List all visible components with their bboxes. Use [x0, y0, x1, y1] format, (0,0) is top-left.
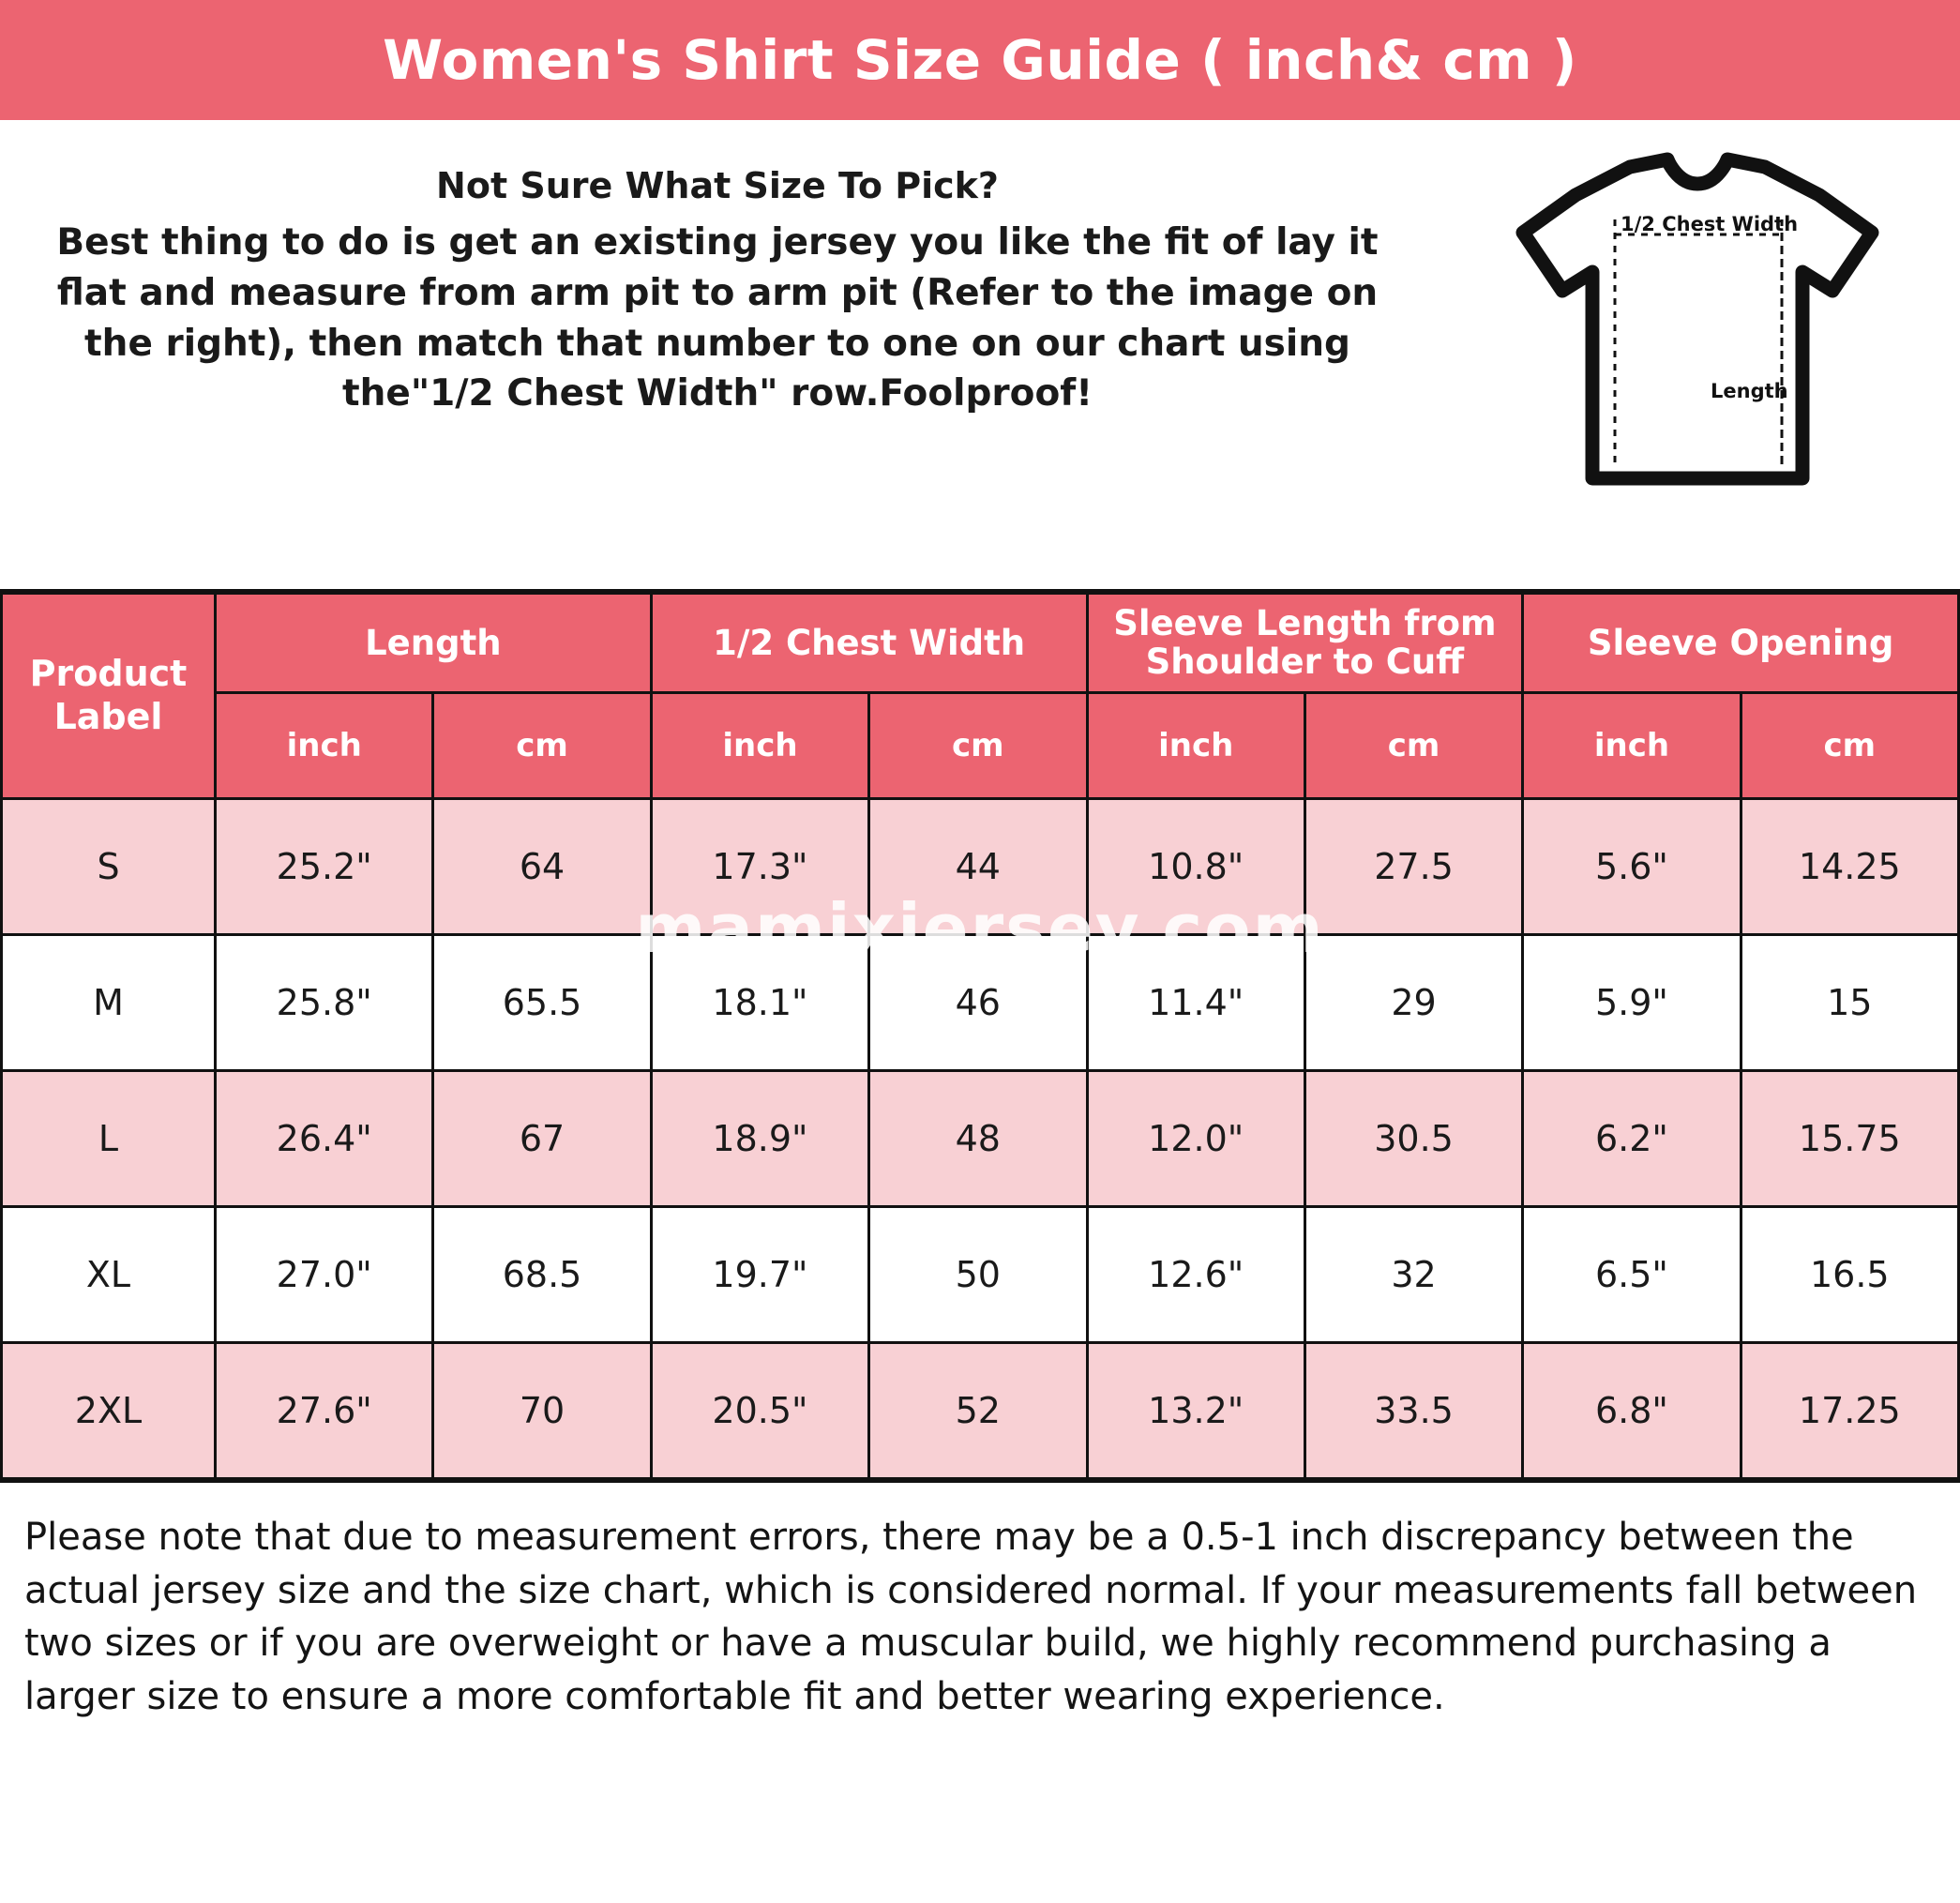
- cell-chest-inch: 18.1": [651, 934, 868, 1070]
- cell-sleeve-opening-inch: 6.8": [1523, 1342, 1741, 1478]
- header-unit-sleeve-length-cm: cm: [1304, 692, 1522, 798]
- cell-chest-cm: 46: [869, 934, 1087, 1070]
- row-label: 2XL: [2, 1342, 216, 1478]
- cell-chest-inch: 20.5": [651, 1342, 868, 1478]
- header-group-half-chest-width: 1/2 Chest Width: [651, 594, 1087, 693]
- cell-length-inch: 26.4": [216, 1070, 433, 1206]
- cell-length-inch: 25.8": [216, 934, 433, 1070]
- cell-sleeve-length-inch: 13.2": [1087, 1342, 1304, 1478]
- cell-length-cm: 68.5: [433, 1206, 651, 1342]
- header-product-label: Product Label: [2, 594, 216, 799]
- header-unit-sleeve-opening-cm: cm: [1741, 692, 1958, 798]
- cell-length-inch: 25.2": [216, 798, 433, 934]
- header-unit-length-inch: inch: [216, 692, 433, 798]
- table-row: [2, 1342, 1959, 1478]
- cell-sleeve-opening-inch: 5.9": [1523, 934, 1741, 1070]
- header-group-sleeve-opening: Sleeve Opening: [1523, 594, 1959, 693]
- cell-sleeve-opening-cm: 15: [1741, 934, 1958, 1070]
- length-label: Length: [1711, 380, 1788, 402]
- table-row: [2, 1206, 1959, 1342]
- header-unit-chest-inch: inch: [651, 692, 868, 798]
- cell-length-inch: 27.6": [216, 1342, 433, 1478]
- intro-question: Not Sure What Size To Pick?: [436, 165, 999, 206]
- header-unit-sleeve-length-inch: inch: [1087, 692, 1304, 798]
- cell-length-cm: 65.5: [433, 934, 651, 1070]
- cell-chest-cm: 52: [869, 1342, 1087, 1478]
- watermark: mamixjersey.com: [635, 889, 1325, 968]
- intro-text-block: [0, 144, 1435, 419]
- row-label: XL: [2, 1206, 216, 1342]
- table-row: [2, 798, 1959, 934]
- page-title: Women's Shirt Size Guide ( inch& cm ): [383, 28, 1577, 92]
- cell-sleeve-length-cm: 32: [1304, 1206, 1522, 1342]
- cell-chest-cm: 44: [869, 798, 1087, 934]
- tshirt-measurement-diagram-icon: [1510, 152, 1885, 499]
- cell-length-cm: 70: [433, 1342, 651, 1478]
- table-group-header-row: [2, 594, 1959, 693]
- cell-length-inch: 27.0": [216, 1206, 433, 1342]
- row-label: S: [2, 798, 216, 934]
- row-label: L: [2, 1070, 216, 1206]
- header-unit-length-cm: cm: [433, 692, 651, 798]
- header-unit-sleeve-opening-inch: inch: [1523, 692, 1741, 798]
- cell-chest-cm: 48: [869, 1070, 1087, 1206]
- cell-length-cm: 67: [433, 1070, 651, 1206]
- cell-sleeve-opening-cm: 16.5: [1741, 1206, 1958, 1342]
- cell-sleeve-opening-inch: 5.6": [1523, 798, 1741, 934]
- intro-section: [0, 120, 1960, 589]
- cell-sleeve-opening-inch: 6.2": [1523, 1070, 1741, 1206]
- cell-sleeve-length-cm: 27.5: [1304, 798, 1522, 934]
- size-table: [0, 592, 1960, 1480]
- header-group-sleeve-length: Sleeve Length from Shoulder to Cuff: [1087, 594, 1523, 693]
- cell-sleeve-opening-cm: 17.25: [1741, 1342, 1958, 1478]
- tshirt-diagram-container: [1435, 144, 1960, 499]
- cell-sleeve-length-cm: 30.5: [1304, 1070, 1522, 1206]
- cell-sleeve-length-cm: 33.5: [1304, 1342, 1522, 1478]
- table-unit-header-row: [2, 692, 1959, 798]
- row-label: M: [2, 934, 216, 1070]
- cell-sleeve-length-inch: 10.8": [1087, 798, 1304, 934]
- measurement-disclaimer: Please note that due to measurement errors, there may be a 0.5-1 inch discrepancy between the actual jersey size and the size chart, which is considered normal. If your measurements fall between two sizes or if you are overweight or have a muscular build, we highly recommend purchasing a larger size to ensure a more comfortable fit and better wearing experience.: [24, 1515, 1918, 1719]
- cell-chest-inch: 19.7": [651, 1206, 868, 1342]
- cell-sleeve-length-inch: 12.0": [1087, 1070, 1304, 1206]
- intro-body: Best thing to do is get an existing jersey you like the fit of lay it flat and measure from arm pit to arm pit (Refer to the image on the right), then match that number to one on our chart using the"1/2 Chest Width" row.Foolproof!: [56, 221, 1379, 415]
- chest-width-label: 1/2 Chest Width: [1621, 213, 1799, 235]
- cell-sleeve-opening-cm: 14.25: [1741, 798, 1958, 934]
- header-group-length: Length: [216, 594, 652, 693]
- page-title-bar: [0, 0, 1960, 120]
- cell-length-cm: 64: [433, 798, 651, 934]
- cell-sleeve-opening-inch: 6.5": [1523, 1206, 1741, 1342]
- table-row: [2, 934, 1959, 1070]
- cell-sleeve-length-inch: 12.6": [1087, 1206, 1304, 1342]
- cell-chest-inch: 17.3": [651, 798, 868, 934]
- size-table-wrapper: [0, 589, 1960, 1483]
- header-unit-chest-cm: cm: [869, 692, 1087, 798]
- cell-sleeve-length-cm: 29: [1304, 934, 1522, 1070]
- cell-sleeve-length-inch: 11.4": [1087, 934, 1304, 1070]
- cell-chest-inch: 18.9": [651, 1070, 868, 1206]
- cell-sleeve-opening-cm: 15.75: [1741, 1070, 1958, 1206]
- table-row: [2, 1070, 1959, 1206]
- cell-chest-cm: 50: [869, 1206, 1087, 1342]
